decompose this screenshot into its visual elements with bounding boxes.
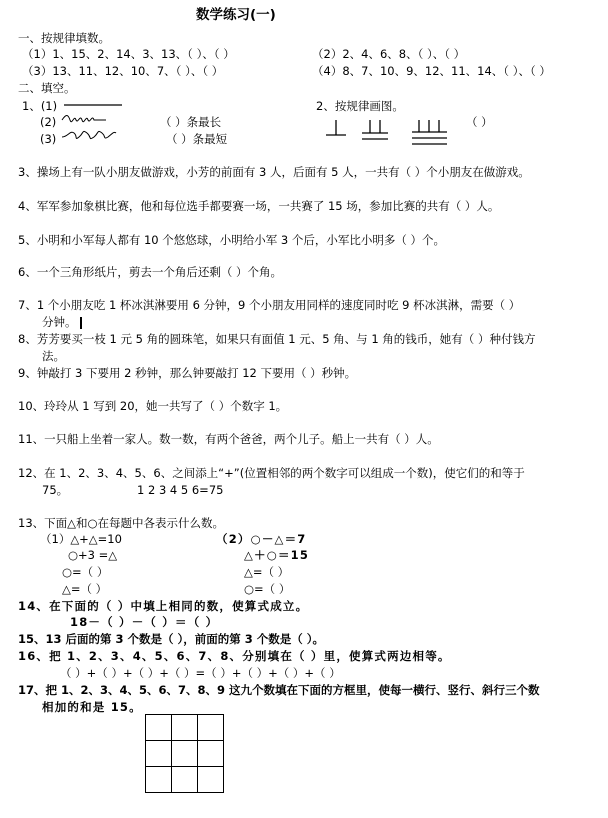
question-14-equation: 18－（ ）－（ ）＝（ ） xyxy=(70,615,219,629)
pattern-figure-2 xyxy=(360,118,390,144)
question-13-part2-triangle: △=（ ） xyxy=(244,565,290,579)
straight-line-figure xyxy=(64,102,124,108)
pattern-figure-3 xyxy=(410,118,450,148)
grid-cell[interactable] xyxy=(172,741,198,767)
grid-cell[interactable] xyxy=(198,715,224,741)
section2-q2: 2、按规律画图。 xyxy=(316,99,404,113)
question-14-text: 14、在下面的（ ）中填上相同的数，使算式成立。 xyxy=(18,599,309,613)
question-8-line2: 法。 xyxy=(42,349,65,363)
question-10: 10、玲玲从 1 写到 20，她一共写了（ ）个数字 1。 xyxy=(18,399,288,413)
question-7-line2-text: 分钟。 xyxy=(42,315,77,329)
question-6: 6、一个三角形纸片，剪去一个角后还剩（ ）个角。 xyxy=(18,265,282,279)
question-7-line1: 7、1 个小朋友吃 1 杯冰淇淋要用 6 分钟，9 个小朋友用同样的速度同时吃 9 杯冰淇淋，需要（ ） xyxy=(18,298,521,312)
question-12-equation: 1 2 3 4 5 6=75 xyxy=(137,483,224,497)
question-12-line2: 75。 xyxy=(42,483,69,497)
section1-q3: （3）13、11、12、10、7、（ ）、（ ） xyxy=(22,64,224,78)
question-13-heading: 13、下面△和○在每题中各表示什么数。 xyxy=(18,516,225,530)
curly-line-figure xyxy=(62,127,122,143)
grid-cell[interactable] xyxy=(146,741,172,767)
question-16-equation: （ ）+（ ）+（ ）+（ ）=（ ）+（ ）+（ ）+（ ） xyxy=(60,666,341,680)
question-17-line1: 17、把 1、2、3、4、5、6、7、8、9 这九个数填在下面的方框里，使每一横行、竖行、斜行三个数 xyxy=(18,683,540,697)
question-13-part2-circle: ○=（ ） xyxy=(244,582,291,596)
question-13-part1-label: （1）△+△=10 xyxy=(40,532,122,546)
section2-q1-line2-label: (2) xyxy=(40,115,57,129)
section2-q1-prefix: 1、(1) xyxy=(22,99,58,113)
section2-heading: 二、填空。 xyxy=(18,81,76,95)
question-7-line2 xyxy=(42,315,82,329)
question-4: 4、军军参加象棋比赛，他和每位选手都要赛一场，一共赛了 15 场，参加比赛的共有（ ）人。 xyxy=(18,199,500,213)
grid-cell[interactable] xyxy=(146,767,172,793)
section2-q2-answer-blank[interactable]: （ ） xyxy=(466,115,493,129)
page-title: 数学练习(一) xyxy=(196,7,276,23)
text-cursor xyxy=(80,317,82,329)
section2-q1-shortest: （ ）条最短 xyxy=(166,132,228,146)
question-17-line2: 相加的和是 15。 xyxy=(42,700,142,714)
question-11: 11、一只船上坐着一家人。数一数，有两个爸爸，两个儿子。船上一共有（ ）人。 xyxy=(18,432,439,446)
section1-q2: （2）2、4、6、8、（ ）、（ ） xyxy=(312,47,466,61)
magic-square-grid xyxy=(145,714,224,793)
question-13-part2-label: （2）○－△＝7 xyxy=(216,532,307,546)
section2-q1-longest: （ ）条最长 xyxy=(160,115,222,129)
section1-q4: （4）8、7、10、9、12、11、14、（ ）、（ ） xyxy=(312,64,551,78)
section1-q1: （1）1、15、2、14、3、13、（ ）、（ ） xyxy=(22,47,235,61)
grid-cell[interactable] xyxy=(172,767,198,793)
question-9: 9、钟敲打 3 下要用 2 秒钟，那么钟要敲打 12 下要用（ ）秒钟。 xyxy=(18,366,357,380)
section2-q1-line3-label: (3) xyxy=(40,132,57,146)
question-13-part1-circle: ○=（ ） xyxy=(62,565,109,579)
question-15: 15、13 后面的第 3 个数是（ ），前面的第 3 个数是（ ）。 xyxy=(18,632,325,646)
question-3: 3、操场上有一队小朋友做游戏，小芳的前面有 3 人，后面有 5 人，一共有（ ）个小朋友在做游戏。 xyxy=(18,165,530,179)
question-16-text: 16、把 1、2、3、4、5、6、7、8、分别填在（ ）里，使算式两边相等。 xyxy=(18,649,451,663)
grid-cell[interactable] xyxy=(198,741,224,767)
grid-cell[interactable] xyxy=(146,715,172,741)
grid-cell[interactable] xyxy=(172,715,198,741)
question-13-part1-triangle: △=（ ） xyxy=(62,582,108,596)
pattern-figure-1 xyxy=(324,118,348,142)
question-5: 5、小明和小军每人都有 10 个悠悠球，小明给小军 3 个后，小军比小明多（ ）个。 xyxy=(18,233,446,247)
question-12-line1: 12、在 1、2、3、4、5、6、之间添上“+”(位置相邻的两个数字可以组成一个数)，使它们的和等于 xyxy=(18,466,525,480)
question-8-line1: 8、芳芳要买一枝 1 元 5 角的圆珠笔，如果只有面值 1 元、5 角、与 1 角的钱币，她有（ ）种付钱方 xyxy=(18,332,536,346)
wavy-line-figure xyxy=(62,112,112,124)
question-13-part2-line1: △＋○＝15 xyxy=(244,548,310,562)
question-13-part1-line1: ○+3 =△ xyxy=(68,548,118,562)
grid-cell[interactable] xyxy=(198,767,224,793)
section1-heading: 一、按规律填数。 xyxy=(18,31,110,45)
